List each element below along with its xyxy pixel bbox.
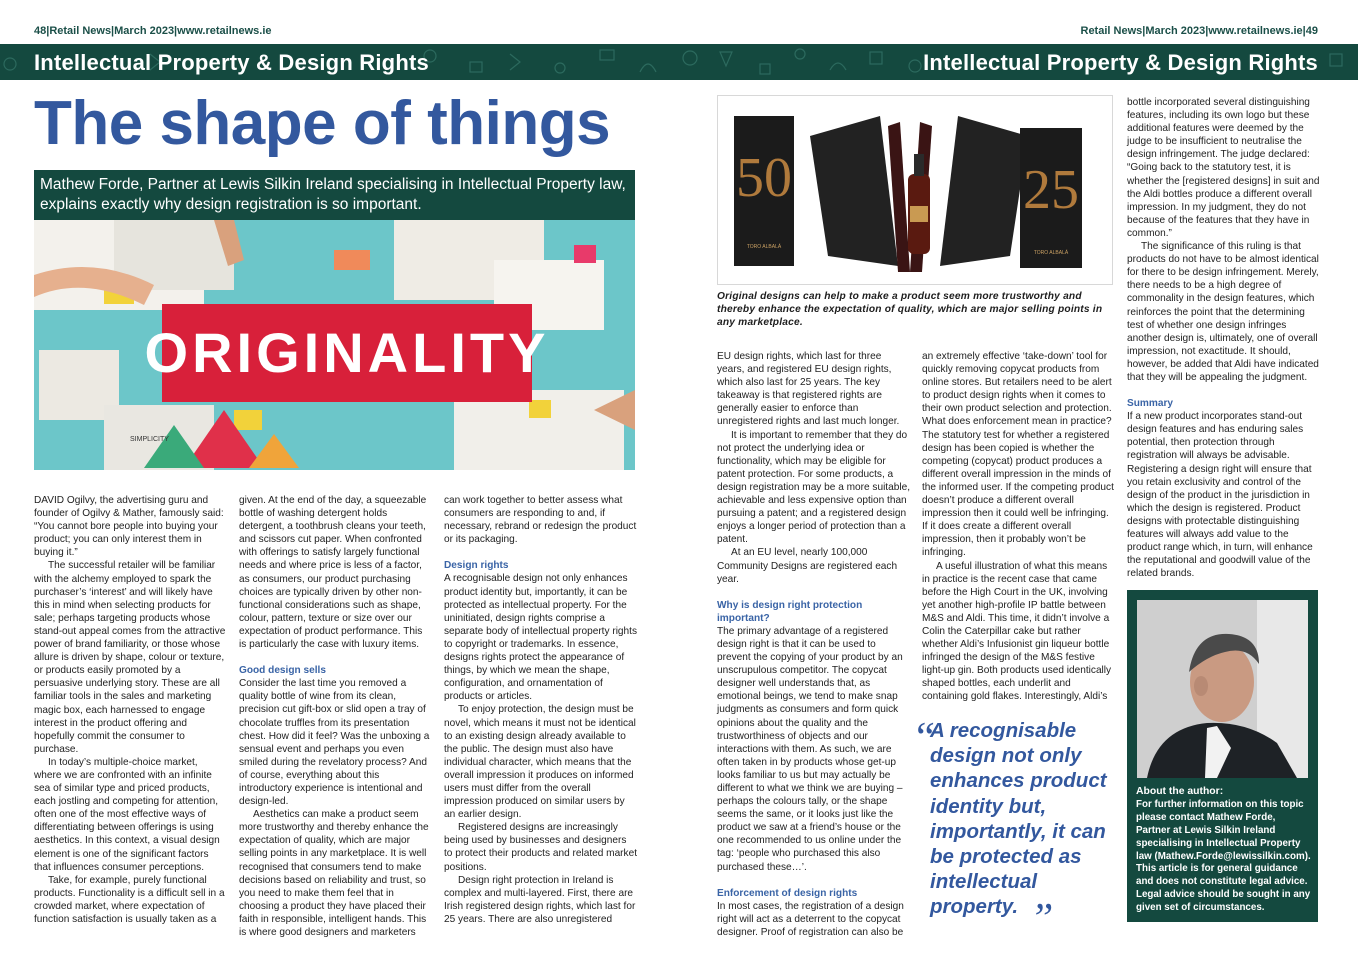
paragraph: given. At the end of the day, a squeezable bottle of washing detergent holds detergent, a toothbrush cleans your teeth, and scissors cut paper. When confronted with offerings to satisfy largely functional needs and where price is less of a factor, as consumers, our product purchasing choices are typically driven by other non-functional considerations such as shape, colour, pattern, texture or size over our expectation of product performance. This is particularly the case with luxury items. — [239, 495, 427, 651]
photo-caption: Original designs can help to make a product seem more trustworthy and thereby enhance the expectation of quality, which are major selling points in any marketplace. — [717, 291, 1103, 329]
hero-note: SIMPLICITY — [130, 436, 169, 443]
standfirst: Mathew Forde, Partner at Lewis Silkin Ireland specialising in Intellectual Property law, explains exactly why design registration is so important. — [34, 170, 635, 220]
paragraph: The significance of this ruling is that products do not have to be almost identical for there to be design infringement. Merely, there needs to be a high degree of commonality in the design features, which reinforces the point that the determining test of whether one design infringes another design is, ultimately, one of overall impression, not exactitude. It should, however, be added that Aldi have indicated that they will be appealing the judgment. — [1127, 241, 1319, 383]
folio-left: 48|Retail News|March 2023|www.retailnews.ie — [34, 25, 272, 37]
author-photo — [1137, 600, 1308, 778]
subhead-enforcement: Enforcement of design rights — [717, 887, 858, 899]
pull-quote-text: A recognisable design not only enhances product identity but, importantly, it can be protected as intellectual property. — [930, 719, 1107, 919]
section-title-right: Intellectual Property & Design Rights — [923, 50, 1318, 75]
paragraph: Take, for example, purely functional products. Functionality is a difficult sell in a crowded market, where expectation of function satisfaction is usually taken as a — [34, 874, 225, 925]
paragraph: Registered designs are increasingly being used by businesses and designers to protect their products and related market positions. — [444, 822, 638, 873]
close-quote-icon: ” — [1030, 896, 1054, 942]
paragraph: At an EU level, nearly 100,000 Community Designs are registered each year. — [717, 547, 898, 585]
paragraph: The primary advantage of a registered design right is that it can be used to prevent the copying of your product by an unscrupulous competitor. The copycat designer well understands that, as emotional beings, we tend to make snap judgments as consumers and form quick opinions about the quality and the trustworthiness of objects and our interactions with them. As such, we are often taken in by products whose get-up looks familiar to us but may actually be different to what we think we are buying – perhaps the colours tally, or the shape seems the same, or it looks just like the product we saw at a friend’s house or the one recommended to us online under the tag: ‘people who purchased this also purchased these…’. — [717, 625, 903, 873]
author-box — [1127, 590, 1318, 922]
body-column-4 — [717, 350, 910, 939]
paragraph: A recognisable design not only enhances product identity but, importantly, it can be protected as intellectual property. For the uninitiated, design rights comprise a separate body of intellectual property rights to copyright or trademarks. In essence, designs rights protect the appearance of things, by which we mean the shape, configuration, and ornamentation of products or articles. — [444, 573, 638, 703]
hero-image-originality — [34, 220, 635, 470]
body-column-2 — [239, 494, 432, 939]
box-number-left: 50 — [736, 147, 792, 209]
headline: The shape of things — [34, 89, 611, 158]
box-label-right: TORO ALBALÁ — [1033, 250, 1069, 256]
open-quote-icon: “ — [912, 715, 936, 761]
box-label-left: TORO ALBALÁ — [746, 244, 782, 250]
paragraph: can work together to better assess what consumers are responding to and, if necessary, rebrand or redesign the product or its packaging. — [444, 495, 637, 546]
section-title-left: Intellectual Property & Design Rights — [34, 50, 429, 75]
subhead-summary: Summary — [1127, 398, 1174, 410]
body-column-3 — [444, 494, 637, 926]
hero-word: ORIGINALITY — [144, 321, 550, 384]
pull-quote — [912, 715, 1112, 942]
subhead-why-important: Why is design right protection important? — [717, 599, 863, 624]
paragraph: In today’s multiple-choice market, where we are confronted with an infinite sea of similar type and priced products, each jostling and competing for attention, often one of the most effective ways of differentiating between offerings is using aesthetics. In this context, a visual design element is one of the significant factors that influences consumer perceptions. — [34, 756, 220, 873]
paragraph: DAVID Ogilvy, the advertising guru and founder of Ogilvy & Mather, famously said: “You cannot bore people into buying your product; you can only interest them in buying it.” — [34, 495, 224, 559]
body-column-5 — [922, 350, 1115, 704]
paragraph: A useful illustration of what this means in practice is the recent case that came before the High Court in the UK, involving yet another high-profile IP battle between M&S and Aldi. This time, it didn’t involve a Colin the Caterpillar cake but rather whether Aldi’s Infusionist gin liqueur bottle infringed the design of the M&S festive light-up gin. Both products used identically shaped bottles, each underlit and containing gold flakes. Interestingly, Aldi’s — [922, 560, 1112, 703]
paragraph: In most cases, the registration of a design right will act as a deterrent to the copycat designer. Proof of registration can also be — [717, 900, 904, 938]
box-number-right: 25 — [1023, 159, 1079, 221]
paragraph: It is important to remember that they do not protect the underlying idea or functionality, which may be eligible for patent protection. For some products, a design registration may be a more suitable, achievable and less expensive option than pursuing a patent; and a registered design enjoys a longer period of protection than a patent. — [717, 429, 911, 546]
paragraph: To enjoy protection, the design must be novel, which means it must not be identical to an existing design already available to the public. The design must also have individual character, which means that the overall impression it produces on informed users must differ from the overall impression produced on similar users by an earlier design. — [444, 704, 636, 821]
folio-right: Retail News|March 2023|www.retailnews.ie|49 — [1080, 25, 1318, 37]
paragraph: Aesthetics can make a product seem more trustworthy and thereby enhance the expectation of quality, which are major selling points in any marketplace. It is well recognised that consumers tend to make decisions based on reliability and trust, so you need to make them feel that in choosing a product they have placed their faith in responsible, intelligent hands. This is where good designers and marketers — [239, 809, 429, 938]
author-heading: About the author: — [1136, 786, 1224, 797]
author-bio — [1136, 786, 1312, 915]
product-photo-gift-boxes — [717, 95, 1113, 285]
paragraph: EU design rights, which last for three years, and registered EU design rights, which also last for 25 years. The key takeaway is that registered rights are generally easier to enforce than unregistered rights and last much longer. — [717, 351, 900, 428]
author-text: For further information on this topic please contact Mathew Forde, Partner at Lewis Silkin Ireland specialising in Intellectual Property law (Mathew.Forde@lewissilkin.com). This article is for general guidance and does not constitute legal advice. Legal advice should be sought in any given set of circumstances. — [1136, 798, 1311, 914]
paragraph: If a new product incorporates stand-out design features and has enduring sales potential, then protection through registration will always be advisable. Registering a design right will ensure that you retain exclusivity and control of the design of the product in the jurisdiction in which the design is registered. Product designs with protectable distinguishing features will always add value to the product range which, in turn, will enhance the reputational and goodwill value of the related brands. — [1127, 411, 1313, 580]
paragraph: Consider the last time you removed a quality bottle of wine from its clean, precision cut gift-box or slid open a tray of chocolate truffles from its presentation chest. How did it feel? Was the unboxing a sensual event and perhaps you even smiled during the revelatory process? And of course, everything about this introductory experience is intentional and design-led. — [239, 678, 430, 808]
subhead-design-rights: Design rights — [444, 560, 509, 572]
paragraph: bottle incorporated several distinguishing features, including its own logo but these additional features were deemed by the judge to be insufficient to neutralise the design infringement. The judge declared: “Going back to the statutory test, it is whether the [registered designs] in suit and the Aldi bottles produce a different overall impression. In my judgment, they do not because of the features that they have in common.” — [1127, 97, 1320, 239]
body-column-1 — [34, 494, 227, 926]
body-column-6 — [1127, 96, 1320, 580]
paragraph: Design right protection in Ireland is complex and multi-layered. First, there are Irish registered design rights, which last for 25 years. There are also unregistered — [444, 874, 636, 925]
paragraph: an extremely effective ‘take-down’ tool for quickly removing copycat products from online stores. But retailers need to be alert to product design rights when it comes to their own product selection and protection. What does enforcement mean in practice? The statutory test for whether a registered design has been copied is whether the competing (copycat) product produces a different overall impression in the minds of the informed user. If the competing product doesn’t produce a different overall impression then it could well be infringing. If it does create a different overall impression, then it probably won’t be infringing. — [922, 351, 1114, 559]
paragraph: The successful retailer will be familiar with the alchemy employed to spark the purchaser’s ‘interest’ and will likely have this in mind when selecting products for sale; perhaps targeting products whose stand-out appeal comes from the attractive power of brand familiarity, or those whose allure is driven by shape, colour or texture, or products easily promoted by a persuasive underlying story. These are all familiar tools in the sales and marketing magic box, each harnessed to engage interest in the product offering and hopefully commit the consumer to purchase. — [34, 560, 226, 755]
subhead-good-design-sells: Good design sells — [239, 665, 326, 677]
